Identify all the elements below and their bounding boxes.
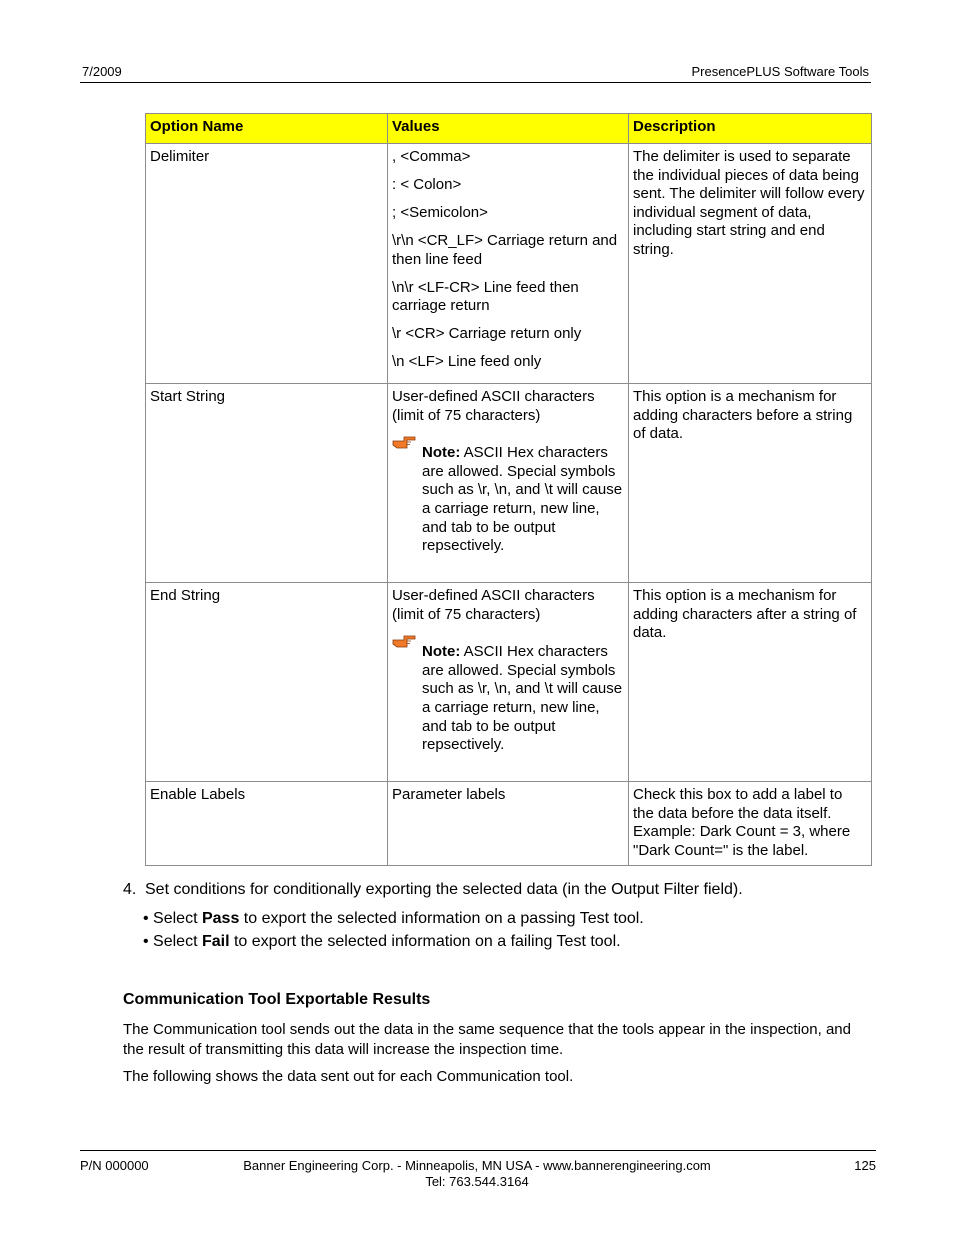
section-title: Communication Tool Exportable Results bbox=[123, 991, 431, 1008]
values-cell bbox=[388, 144, 629, 384]
option-name-cell: Delimiter bbox=[146, 144, 388, 384]
values-cell: Parameter labels bbox=[388, 782, 629, 866]
note-text: ASCII Hex characters are allowed. Special symbols such as \r, \n, and \t will cause a carriage return, new line, and tab to be output repsectively. bbox=[422, 444, 623, 555]
value-text: User-defined ASCII characters (limit of 75 characters) bbox=[392, 587, 595, 623]
header-title: PresencePLUS Software Tools bbox=[691, 64, 869, 79]
column-header-option-name: Option Name bbox=[146, 114, 388, 144]
option-name-cell: Enable Labels bbox=[146, 782, 388, 866]
bullet-keyword: Fail bbox=[201, 933, 230, 950]
note-block bbox=[392, 444, 624, 556]
description-cell: The delimiter is used to separate the individual pieces of data being sent. The delimiter will follow every individual segment of data, including start string and end string. bbox=[629, 144, 872, 384]
bullet-fail bbox=[143, 933, 621, 951]
description-cell: This option is a mechanism for adding characters before a string of data. bbox=[629, 384, 872, 583]
footer-phone: Tel: 763.544.3164 bbox=[425, 1173, 529, 1189]
pointing-hand-icon bbox=[392, 633, 416, 649]
footer-page-number: 125 bbox=[854, 1158, 876, 1173]
note-block bbox=[392, 643, 624, 755]
note-label: Note: bbox=[422, 643, 461, 661]
option-name-cell: End String bbox=[146, 583, 388, 782]
values-cell bbox=[388, 583, 629, 782]
column-header-description: Description bbox=[629, 114, 872, 144]
table-row-delimiter bbox=[146, 144, 872, 384]
paragraph: The following shows the data sent out for each Communication tool. bbox=[123, 1068, 574, 1085]
table-row-enable-labels bbox=[146, 782, 872, 866]
footer-company: Banner Engineering Corp. - Minneapolis, MN USA - www.bannerengineering.com bbox=[243, 1158, 711, 1173]
bullet-text: to export the selected information on a failing Test tool. bbox=[229, 933, 621, 950]
bullet-pass bbox=[143, 910, 644, 928]
description-cell: Check this box to add a label to the data before the data itself. Example: Dark Count = 3, where "Dark Count=" is the label. bbox=[629, 782, 872, 866]
header-rule bbox=[80, 82, 871, 83]
value-option: \n <LF> Line feed only bbox=[392, 353, 542, 371]
bullet-text: to export the selected information on a passing Test tool. bbox=[239, 910, 644, 927]
value-option: \r <CR> Carriage return only bbox=[392, 325, 582, 343]
bullet-prefix: • Select bbox=[143, 933, 202, 950]
note-text: ASCII Hex characters are allowed. Special symbols such as \r, \n, and \t will cause a carriage return, new line, and tab to be output repsectively. bbox=[422, 643, 623, 754]
bullet-prefix: • Select bbox=[143, 910, 202, 927]
header-date: 7/2009 bbox=[82, 64, 122, 79]
value-text: User-defined ASCII characters (limit of 75 characters) bbox=[392, 388, 595, 424]
table-row-end-string bbox=[146, 583, 872, 782]
options-table bbox=[145, 113, 872, 866]
bullet-keyword: Pass bbox=[201, 910, 240, 927]
column-header-values: Values bbox=[388, 114, 629, 144]
table-row-start-string bbox=[146, 384, 872, 583]
step-4 bbox=[123, 881, 743, 899]
value-option: \n\r <LF-CR> Line feed then carriage return bbox=[392, 278, 579, 315]
note-label: Note: bbox=[422, 444, 461, 462]
footer-part-number: P/N 000000 bbox=[80, 1158, 149, 1173]
footer-rule bbox=[80, 1150, 876, 1151]
step-text: Set conditions for conditionally exporting the selected data (in the Output Filter field). bbox=[145, 881, 743, 898]
values-cell bbox=[388, 384, 629, 583]
pointing-hand-icon bbox=[392, 434, 416, 450]
step-number: 4. bbox=[123, 881, 137, 898]
value-option: \r\n <CR_LF> Carriage return and then line feed bbox=[392, 231, 618, 268]
option-name-cell: Start String bbox=[146, 384, 388, 583]
value-option: , <Comma> bbox=[392, 148, 471, 165]
table-header-row bbox=[146, 114, 872, 144]
value-option: : < Colon> bbox=[392, 175, 462, 193]
value-option: ; <Semicolon> bbox=[392, 203, 488, 221]
paragraph: The Communication tool sends out the data in the same sequence that the tools appear in the inspection, and the result of transmitting this data will increase the inspection time. bbox=[123, 1021, 851, 1058]
footer-contact bbox=[0, 1158, 954, 1189]
description-cell: This option is a mechanism for adding characters after a string of data. bbox=[629, 583, 872, 782]
